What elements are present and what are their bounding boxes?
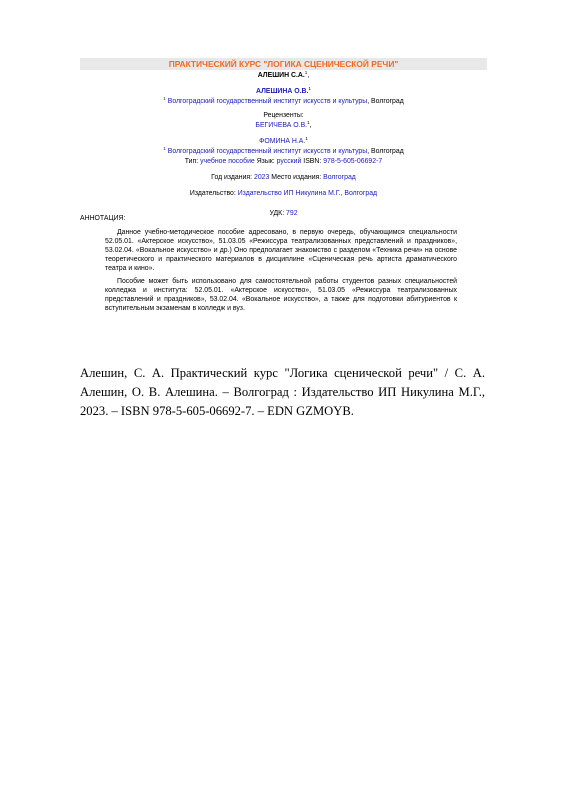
annotation-text (105, 228, 457, 317)
bibliographic-citation: Алешин, С. А. Практический курс "Логика сценической речи" / С. А. Алешин, О. В. Алешина. – Волгоград : Издательство ИП Никулина М.Г., 2023. – ISBN 978-5-605-06692-7. – EDN GZMOYB. (80, 366, 485, 418)
record-header (80, 58, 487, 219)
author-line-1 (80, 71, 487, 81)
type-value: учебное пособие (200, 158, 255, 165)
meta-year-line (80, 173, 487, 183)
language-value: русский (276, 158, 302, 165)
page-title: ПРАКТИЧЕСКИЙ КУРС "ЛОГИКА СЦЕНИЧЕСКОЙ РЕЧИ" (80, 58, 487, 70)
place-value: Волгоград (323, 174, 356, 181)
annotation-paragraph: Пособие может быть использовано для самостоятельной работы студентов разных специальностей колледжа и института: 52.05.01. «Актерское искусство», 51.03.05 «Режиссура театрализованных представлений и праздников», 53.02.04. «Вокальное искусство», а также для подготовки абитуриентов к вступительным экзаменам в колледж и вуз. (105, 278, 457, 312)
affiliation-marker: 1 (163, 96, 166, 101)
reviewer-line-1 (80, 121, 487, 131)
reviewer-line-2 (80, 137, 487, 147)
reviewer-affiliation-marker: 1 (307, 120, 310, 125)
reviewer-affiliation-marker: 1 (305, 136, 308, 141)
affiliation-link[interactable]: Волгоградский государственный институт искусств и культуры (167, 148, 368, 155)
meta-publisher-line (80, 189, 487, 199)
annotation-paragraph: Данное учебно-методическое пособие адресовано, в первую очередь, обучающимся специальности 52.05.01. «Актерское искусство», 51.03.05 «Режиссура театрализованных представлений и праздников», 53.02.04. «Вокальное искусство» и др.) Оно предполагает знакомство с разделом «Техника речи» на основе теоретического и практического материалов в дисциплине «Сценическая речь артиста драматического театра и кино». (105, 229, 457, 272)
reviewers-label: Рецензенты: (263, 112, 304, 119)
affiliation-marker: 1 (163, 146, 166, 151)
meta-udk-line (80, 209, 487, 219)
author-separator: , (307, 72, 310, 79)
author-affiliation-marker: 1 (304, 70, 308, 75)
author-affiliation-marker: 1 (308, 86, 311, 91)
affiliation-line-2 (80, 147, 487, 157)
udk-value: 792 (286, 210, 298, 217)
author-line-2 (80, 87, 487, 97)
place-label: Место издания: (271, 174, 322, 181)
reviewer-separator: , (309, 122, 312, 129)
author-link[interactable]: АЛЕШИН С.А. (257, 72, 305, 79)
publisher-label: Издательство: (189, 190, 236, 197)
affiliation-line-1 (80, 97, 487, 107)
reviewer-link[interactable]: ФОМИНА Н.А. (259, 138, 306, 145)
reviewer-link[interactable]: БЕГИЧЕВА О.В. (255, 122, 308, 129)
meta-type-line (80, 157, 487, 167)
isbn-label: ISBN: (303, 158, 322, 165)
affiliation-city: , Волгоград (367, 148, 404, 155)
affiliation-city: , Волгоград (367, 98, 404, 105)
author-link[interactable]: АЛЕШИНА О.В. (256, 88, 309, 95)
publisher-link[interactable]: Издательство ИП Никулина М.Г., Волгоград (237, 190, 378, 197)
year-value: 2023 (254, 174, 270, 181)
annotation-label: АННОТАЦИЯ: (80, 215, 126, 222)
type-label: Тип: (184, 158, 199, 165)
udk-label: УДК: (269, 210, 285, 217)
year-label: Год издания: (211, 174, 253, 181)
affiliation-link[interactable]: Волгоградский государственный институт искусств и культуры (167, 98, 368, 105)
language-label: Язык: (256, 158, 275, 165)
isbn-value: 978-5-605-06692-7 (323, 158, 383, 165)
